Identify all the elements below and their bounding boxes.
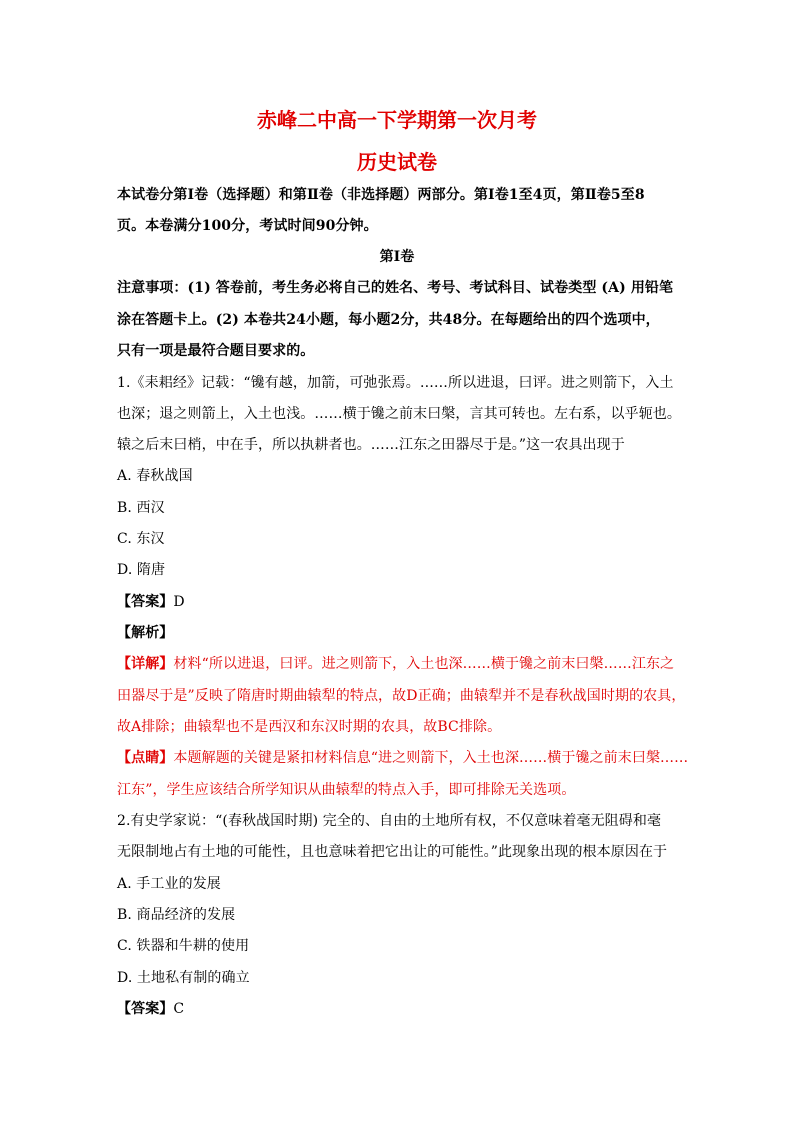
q1-option-b: B. 西汉 [117,500,165,516]
exam-subtitle: 历史试卷 [357,150,437,174]
q1-detail-line-3: 故A排除；曲辕犁也不是西汉和东汉时期的农具，故BC排除。 [117,719,502,735]
detail-text: 材料“所以进退，曰评。进之则箭下，入土也深……横于镵之前末曰槃……江东之 [173,656,675,672]
q2-stem-line-2: 无限制地占有土地的可能性，且也意味着把它出让的可能性。”此现象出现的根本原因在于 [117,844,668,860]
q1-detail-line-1 [117,654,677,674]
q1-stem-line-1: 1.《耒耜经》记载：“镵有越，加箭，可弛张焉。……所以进退，曰评。进之则箭下，入土 [117,375,674,391]
intro-line-1: 本试卷分第Ⅰ卷（选择题）和第Ⅱ卷（非选择题）两部分。第Ⅰ卷1至4页，第Ⅱ卷5至8 [117,187,645,203]
tip-label: 【点睛】 [117,750,174,766]
q1-stem-line-2: 也深；退之则箭上，入土也浅。……横于镵之前末曰槃，言其可转也。左右系，以乎轭也。 [117,406,681,422]
intro-line-2: 页。本卷满分100分，考试时间90分钟。 [117,218,378,234]
answer-value: D [173,594,185,610]
q1-tip-line-1 [117,748,689,768]
answer-label: 【答案】 [117,1001,174,1017]
q1-answer [117,592,677,612]
q1-analysis-label: 【解析】 [117,625,174,641]
q1-option-d: D. 隋唐 [117,562,166,578]
q1-option-a: A. 春秋战国 [117,468,193,484]
detail-label: 【详解】 [117,656,174,672]
section-title: 第Ⅰ卷 [379,249,415,265]
exam-title: 赤峰二中高一下学期第一次月考 [257,108,537,132]
q2-option-b: B. 商品经济的发展 [117,907,236,923]
notice-line-2: 涂在答题卡上。(2) 本卷共24小题，每小题2分，共48分。在每题给出的四个选项中， [117,312,660,328]
notice-line-1: 注意事项：(1) 答卷前，考生务必将自己的姓名、考号、考试科目、试卷类型 (A) 用铅笔 [117,280,674,296]
tip-text: 本题解题的关键是紧扣材料信息“进之则箭下，入土也深……横于镵之前末曰槃…… [173,750,689,766]
q2-option-d: D. 土地私有制的确立 [117,970,250,986]
q2-option-c: C. 铁器和牛耕的使用 [117,938,250,954]
q2-stem-line-1: 2.有史学家说：“(春秋战国时期) 完全的、自由的土地所有权，不仅意味着毫无阻碍和毫 [117,813,662,829]
answer-value: C [173,1001,185,1017]
answer-label: 【答案】 [117,594,174,610]
q1-detail-line-2: 田器尽于是”反映了隋唐时期曲辕犁的特点，故D正确；曲辕犁并不是春秋战国时期的农具， [117,688,686,704]
notice-line-3: 只有一项是最符合题目要求的。 [117,343,315,359]
q1-stem-line-3: 辕之后末曰梢，中在手，所以执耕者也。……江东之田器尽于是。”这一农具出现于 [117,437,625,453]
q2-option-a: A. 手工业的发展 [117,876,221,892]
q1-option-c: C. 东汉 [117,531,165,547]
q2-answer [117,999,677,1019]
q1-tip-line-2: 江东”，学生应该结合所学知识从曲辕犁的特点入手，即可排除无关选项。 [117,782,576,798]
